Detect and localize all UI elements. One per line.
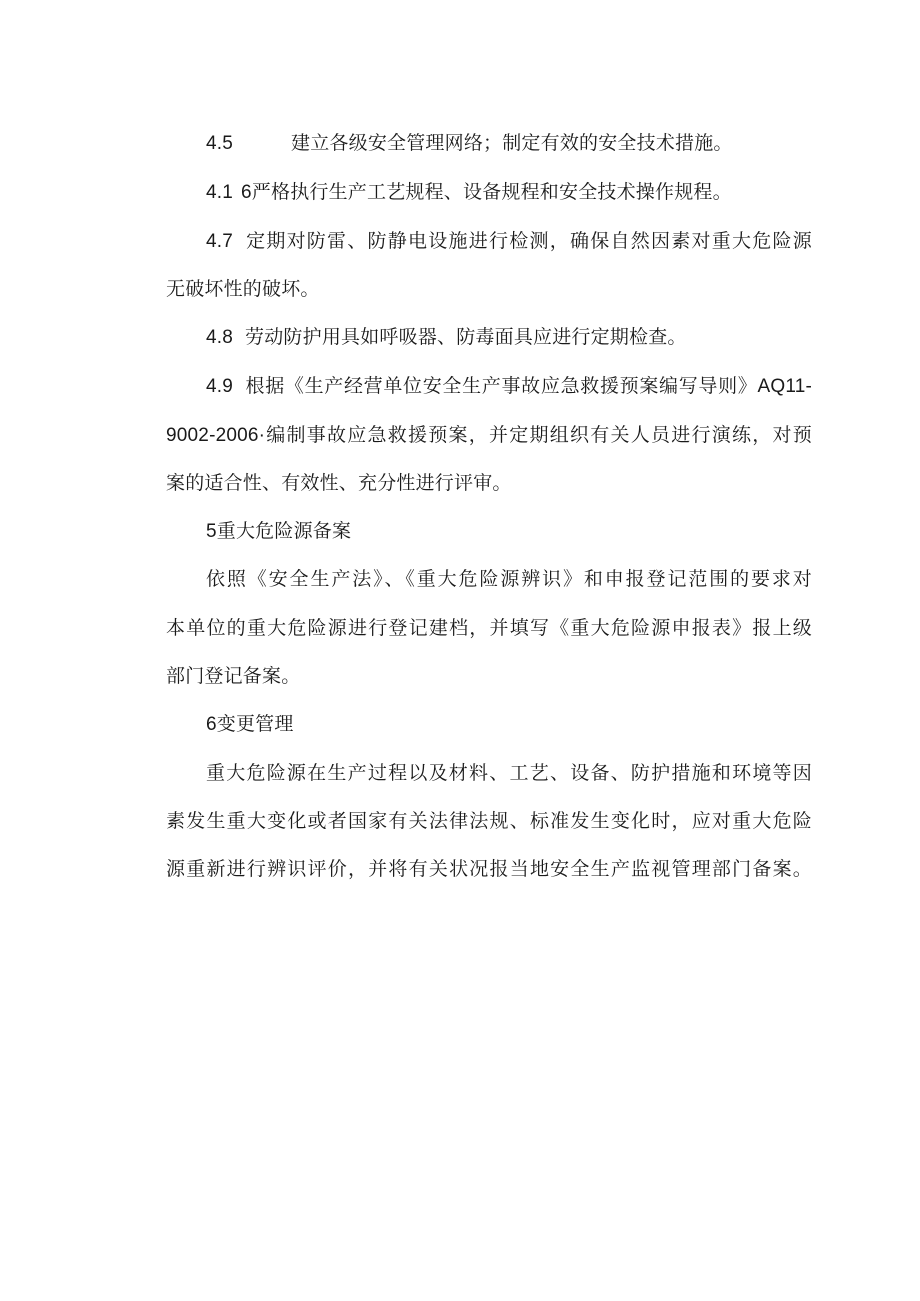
section-6-line2: [166, 809, 812, 833]
section-6-line1: [206, 761, 812, 785]
item-4-8: [206, 325, 687, 350]
item-4-7-line2: [166, 277, 320, 301]
standard-code: AQ11-: [757, 376, 812, 397]
item-4-5: [206, 131, 733, 156]
section-5-line2: [166, 616, 812, 640]
item-text: 建立各级安全管理网络；制定有效的安全技术措施。: [291, 132, 733, 154]
section-6-heading: [206, 712, 294, 737]
item-number: 4.1: [206, 182, 234, 203]
item-4-9-line2: [166, 423, 812, 448]
item-4-16: [206, 180, 732, 205]
item-number: 4.7: [206, 231, 234, 252]
section-5-line1: [206, 567, 812, 591]
item-4-9-line3: [166, 471, 512, 495]
item-text: 根据《生产经营单位安全生产事故应急救援预案编写导则》: [245, 375, 758, 397]
item-number: 4.9: [206, 376, 234, 397]
section-5-line3: [166, 664, 300, 688]
standard-code: 9002-2006·: [166, 425, 266, 446]
section-title: 重大危险源备案: [216, 520, 352, 542]
item-number: 4.8: [206, 327, 234, 348]
item-4-9-line1: [206, 374, 812, 399]
section-title: 变更管理: [216, 713, 294, 735]
section-5-heading: [206, 519, 351, 544]
paragraph-text: 本单位的重大危险源进行登记建档，并填写《重大危险源申报表》报上级: [166, 617, 812, 639]
paragraph-text: 依照《安全生产法》、《重大危险源辨识》和申报登记范围的要求对: [206, 568, 812, 590]
paragraph-text: 部门登记备案。: [166, 665, 301, 687]
item-number: 4.5: [206, 133, 234, 154]
section-number: 5: [206, 521, 217, 542]
item-text: 案的适合性、有效性、充分性进行评审。: [166, 472, 512, 494]
item-number-suffix: 6: [241, 182, 252, 203]
item-text: 劳动防护用具如呼吸器、防毒面具应进行定期检查。: [245, 326, 687, 348]
paragraph-text: 源重新进行辨识评价，并将有关状况报当地安全生产监视管理部门备案。: [166, 858, 812, 880]
item-text: 定期对防雷、防静电设施进行检测，确保自然因素对重大危险源: [245, 230, 812, 252]
section-6-line3: [166, 857, 812, 881]
item-4-7-line1: [206, 229, 812, 254]
item-text: 编制事故应急救援预案，并定期组织有关人员进行演练，对预: [265, 424, 812, 446]
paragraph-text: 素发生重大变化或者国家有关法律法规、标准发生变化时，应对重大危险: [166, 810, 812, 832]
paragraph-text: 重大危险源在生产过程以及材料、工艺、设备、防护措施和环境等因: [206, 762, 812, 784]
section-number: 6: [206, 714, 217, 735]
item-text: 严格执行生产工艺规程、设备规程和安全技术操作规程。: [251, 181, 732, 203]
item-text: 无破坏性的破坏。: [166, 278, 320, 300]
